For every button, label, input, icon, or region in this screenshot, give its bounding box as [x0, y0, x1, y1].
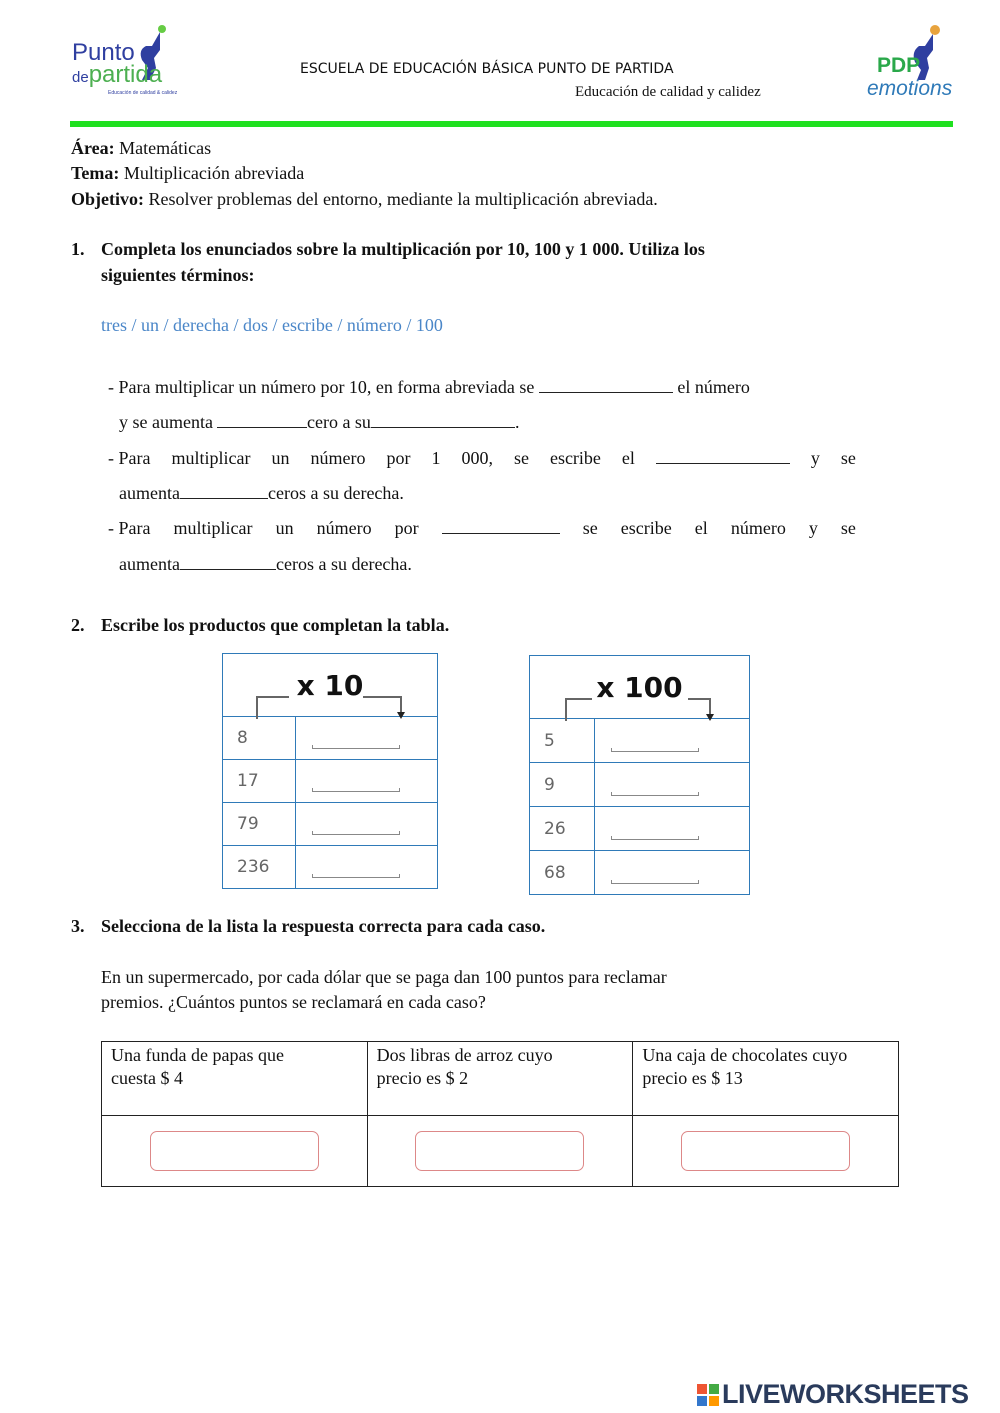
table-row [530, 763, 750, 807]
w: un [271, 448, 290, 468]
w: por [386, 448, 411, 468]
number-cell: 236 [223, 846, 296, 889]
school-name: ESCUELA DE EDUCACIÓN BÁSICA PUNTO DE PARTIDA [300, 61, 674, 77]
text: . [514, 412, 520, 432]
q3-paragraph-line2: premios. ¿Cuántos puntos se reclamará en cada caso? [101, 992, 486, 1012]
table-row [223, 760, 438, 803]
tema-label: Tema: [71, 163, 120, 183]
table-row [223, 717, 438, 760]
number-cell: 5 [530, 719, 595, 763]
case-cell [102, 1042, 368, 1116]
number-cell: 68 [530, 851, 595, 895]
text: ceros a su derecha. [275, 554, 412, 574]
multiplier-label: x 10 [296, 668, 364, 702]
blank-input[interactable] [180, 482, 268, 499]
table-row [530, 807, 750, 851]
answer-input[interactable] [296, 717, 438, 760]
w: el [621, 448, 635, 468]
number-cell: 79 [223, 803, 296, 846]
w: se [513, 448, 529, 468]
multiplier-label: x 100 [596, 670, 683, 704]
case-text: precio es $ 2 [376, 1068, 469, 1088]
arrow-bracket-icon [255, 683, 405, 719]
logo-pdp-emotions: PDP emotions [865, 22, 960, 102]
answer-input[interactable] [595, 719, 750, 763]
table-row [530, 851, 750, 895]
w: y [808, 518, 818, 538]
table-header [530, 656, 750, 719]
case-cell [367, 1042, 633, 1116]
answer-input[interactable] [296, 846, 438, 889]
lw-grid-icon [697, 1384, 719, 1406]
number-cell: 26 [530, 807, 595, 851]
answer-dropdown[interactable] [415, 1131, 584, 1171]
number-cell: 9 [530, 763, 595, 807]
q2-title: Escribe los productos que completan la tabla. [101, 615, 450, 635]
table-x10 [222, 653, 438, 889]
area-value: Matemáticas [119, 138, 212, 158]
school-slogan: Educación de calidad y calidez [575, 84, 761, 100]
number-cell: 17 [223, 760, 296, 803]
q3-table [101, 1041, 899, 1187]
w: - Para [108, 448, 151, 468]
w: se [582, 518, 598, 538]
objetivo-line [71, 188, 658, 210]
blank-input[interactable] [180, 553, 276, 570]
w: se [840, 448, 856, 468]
w: por [394, 518, 419, 538]
case-text: Una caja de chocolates cuyo [642, 1045, 848, 1065]
logo-punto-de-partida [72, 24, 192, 100]
blank-input[interactable] [656, 447, 790, 464]
answer-dropdown[interactable] [681, 1131, 850, 1171]
w: se [840, 518, 856, 538]
q1-sentence3-line1 [108, 517, 856, 539]
q3-number: 3. [71, 916, 85, 936]
blank-input[interactable] [539, 376, 673, 393]
case-text: cuesta $ 4 [111, 1068, 183, 1088]
w: un [275, 518, 294, 538]
table-x100 [529, 655, 750, 895]
text: aumenta [119, 554, 180, 574]
answer-input[interactable] [595, 851, 750, 895]
area-line [71, 137, 211, 159]
number-cell: 8 [223, 717, 296, 760]
objetivo-value: Resolver problemas del entorno, mediante la multiplicación abreviada. [148, 189, 658, 209]
tema-value: Multiplicación abreviada [123, 163, 305, 183]
text: ceros a su derecha. [267, 483, 404, 503]
answer-dropdown[interactable] [150, 1131, 319, 1171]
w: - Para [108, 518, 151, 538]
arrow-bracket-icon [564, 685, 714, 721]
answer-input[interactable] [595, 763, 750, 807]
table-header [223, 654, 438, 717]
table-row [530, 719, 750, 763]
logo-tagline: Educación de calidad & calidez [108, 90, 178, 96]
w: el [694, 518, 708, 538]
w: escribe [620, 518, 672, 538]
brand-text: LIVEWORKSHEETS [722, 1379, 969, 1409]
blank-input[interactable] [217, 411, 307, 428]
answer-input[interactable] [595, 807, 750, 851]
liveworksheets-logo [697, 1379, 969, 1410]
text: y se aumenta [119, 412, 213, 432]
q1-sentence2-line1 [108, 447, 856, 469]
answer-input[interactable] [296, 803, 438, 846]
text: - Para multiplicar un número por 10, en forma abreviada se [108, 377, 535, 397]
w: número [316, 518, 372, 538]
text: el número [677, 377, 750, 397]
logo-text: Punto departida [72, 39, 163, 88]
w: número [310, 448, 366, 468]
w: escribe [549, 448, 601, 468]
w: número [730, 518, 786, 538]
case-cell [633, 1042, 899, 1116]
table-row [223, 846, 438, 889]
area-label: Área: [71, 138, 115, 158]
text: cero a su [306, 412, 371, 432]
q1-sentence1-line2 [119, 411, 519, 433]
case-text: precio es $ 13 [642, 1068, 743, 1088]
objetivo-label: Objetivo: [71, 189, 144, 209]
w: 000, [461, 448, 493, 468]
q1-title-line2: siguientes términos: [101, 265, 255, 285]
w: 1 [431, 448, 441, 468]
w: multiplicar [171, 448, 251, 468]
case-text: Dos libras de arroz cuyo [376, 1045, 553, 1065]
q1-terms: tres / un / derecha / dos / escribe / número / 100 [101, 315, 443, 335]
w: y [810, 448, 820, 468]
q1-sentence1-line1 [108, 376, 750, 398]
q3-paragraph-line1: En un supermercado, por cada dólar que se paga dan 100 puntos para reclamar [101, 967, 667, 987]
q2-number: 2. [71, 615, 85, 635]
text: aumenta [119, 483, 180, 503]
answer-input[interactable] [296, 760, 438, 803]
tema-line [71, 162, 304, 184]
case-text: Una funda de papas que [111, 1045, 284, 1065]
header-divider [70, 121, 953, 127]
header-content [530, 671, 749, 704]
header-content [223, 669, 437, 702]
q1-title-line1: Completa los enunciados sobre la multiplicación por 10, 100 y 1 000. Utiliza los [101, 239, 705, 259]
q3-title: Selecciona de la lista la respuesta correcta para cada caso. [101, 916, 546, 936]
q1-sentence3-line2 [119, 553, 412, 575]
w: multiplicar [173, 518, 253, 538]
q1-sentence2-line2 [119, 482, 404, 504]
q1-number: 1. [71, 239, 85, 259]
blank-input[interactable] [371, 411, 515, 428]
table-row [223, 803, 438, 846]
blank-input[interactable] [442, 517, 560, 534]
